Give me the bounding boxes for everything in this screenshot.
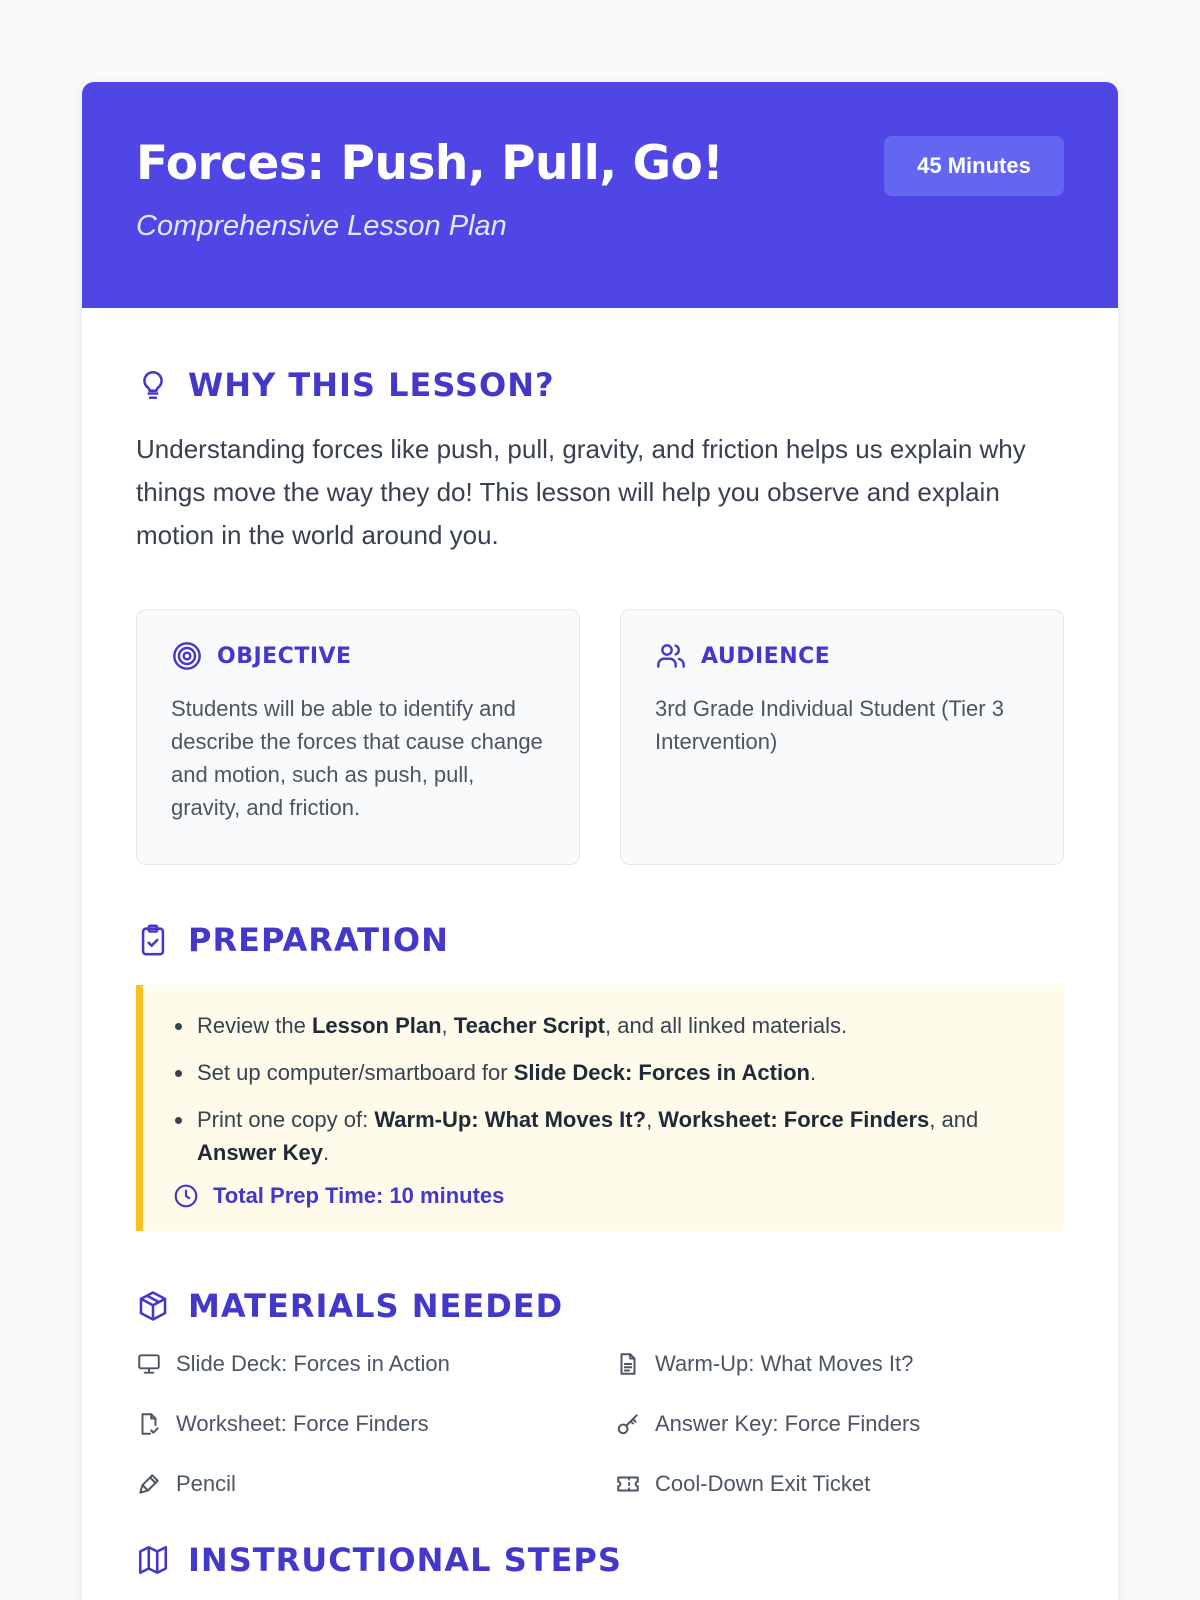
info-cards — [136, 609, 1064, 865]
key-icon — [615, 1411, 641, 1437]
materials-list — [136, 1347, 1064, 1501]
clipboard-check-icon — [136, 923, 170, 957]
audience-title: AUDIENCE — [701, 643, 831, 669]
material-item: Cool-Down Exit Ticket — [615, 1467, 1055, 1501]
preparation-title: PREPARATION — [188, 921, 449, 959]
preparation-section — [136, 921, 1064, 1231]
duration-badge: 45 Minutes — [884, 136, 1064, 196]
material-item: Warm-Up: What Moves It? — [615, 1347, 1055, 1381]
steps-title: INSTRUCTIONAL STEPS — [188, 1541, 622, 1579]
material-item: Worksheet: Force Finders — [136, 1407, 615, 1441]
lesson-header — [82, 82, 1118, 308]
target-icon — [171, 640, 203, 672]
material-item: Pencil — [136, 1467, 615, 1501]
page-title: Forces: Push, Pull, Go! — [136, 136, 724, 191]
preparation-list — [173, 1009, 1034, 1169]
prep-item-setup: Set up computer/smartboard for Slide Deck: Forces in Action. — [173, 1056, 1034, 1089]
users-icon — [655, 640, 687, 672]
monitor-icon — [136, 1351, 162, 1377]
prep-time — [173, 1183, 1034, 1209]
ticket-icon — [615, 1471, 641, 1497]
prep-item-review: Review the Lesson Plan, Teacher Script, and all linked materials. — [173, 1009, 1034, 1042]
instructional-steps-section — [136, 1541, 1064, 1579]
preparation-box — [136, 985, 1064, 1231]
materials-section — [136, 1287, 1064, 1501]
steps-heading — [136, 1541, 1064, 1579]
lightbulb-icon — [136, 368, 170, 402]
why-title: WHY THIS LESSON? — [188, 366, 555, 404]
lesson-plan-card — [82, 82, 1118, 1600]
file-check-icon — [136, 1411, 162, 1437]
objective-title: OBJECTIVE — [217, 643, 352, 669]
material-item: Slide Deck: Forces in Action — [136, 1347, 615, 1381]
preparation-heading — [136, 921, 1064, 959]
audience-card — [620, 609, 1064, 865]
map-icon — [136, 1543, 170, 1577]
package-icon — [136, 1289, 170, 1323]
objective-text: Students will be able to identify and describe the forces that cause change and motion, such as push, pull, gravity, and friction. — [171, 696, 543, 820]
materials-title: MATERIALS NEEDED — [188, 1287, 564, 1325]
materials-heading — [136, 1287, 1064, 1325]
why-text: Understanding forces like push, pull, gravity, and friction helps us explain why things move the way they do! This lesson will help you observe and explain motion in the world around you. — [136, 434, 1026, 550]
prep-item-print: Print one copy of: Warm-Up: What Moves It?, Worksheet: Force Finders, and Answer Key. — [173, 1103, 1034, 1169]
document-icon — [615, 1351, 641, 1377]
why-heading — [136, 366, 1064, 404]
audience-text: 3rd Grade Individual Student (Tier 3 Intervention) — [655, 696, 1004, 754]
lesson-body — [82, 366, 1118, 1579]
audience-heading — [655, 640, 1029, 672]
clock-icon — [173, 1183, 199, 1209]
material-item: Answer Key: Force Finders — [615, 1407, 1055, 1441]
prep-time-label: Total Prep Time: 10 minutes — [213, 1183, 505, 1208]
objective-heading — [171, 640, 545, 672]
pencil-icon — [136, 1471, 162, 1497]
page-subtitle: Comprehensive Lesson Plan — [136, 210, 507, 242]
why-section — [136, 366, 1064, 557]
objective-card — [136, 609, 580, 865]
